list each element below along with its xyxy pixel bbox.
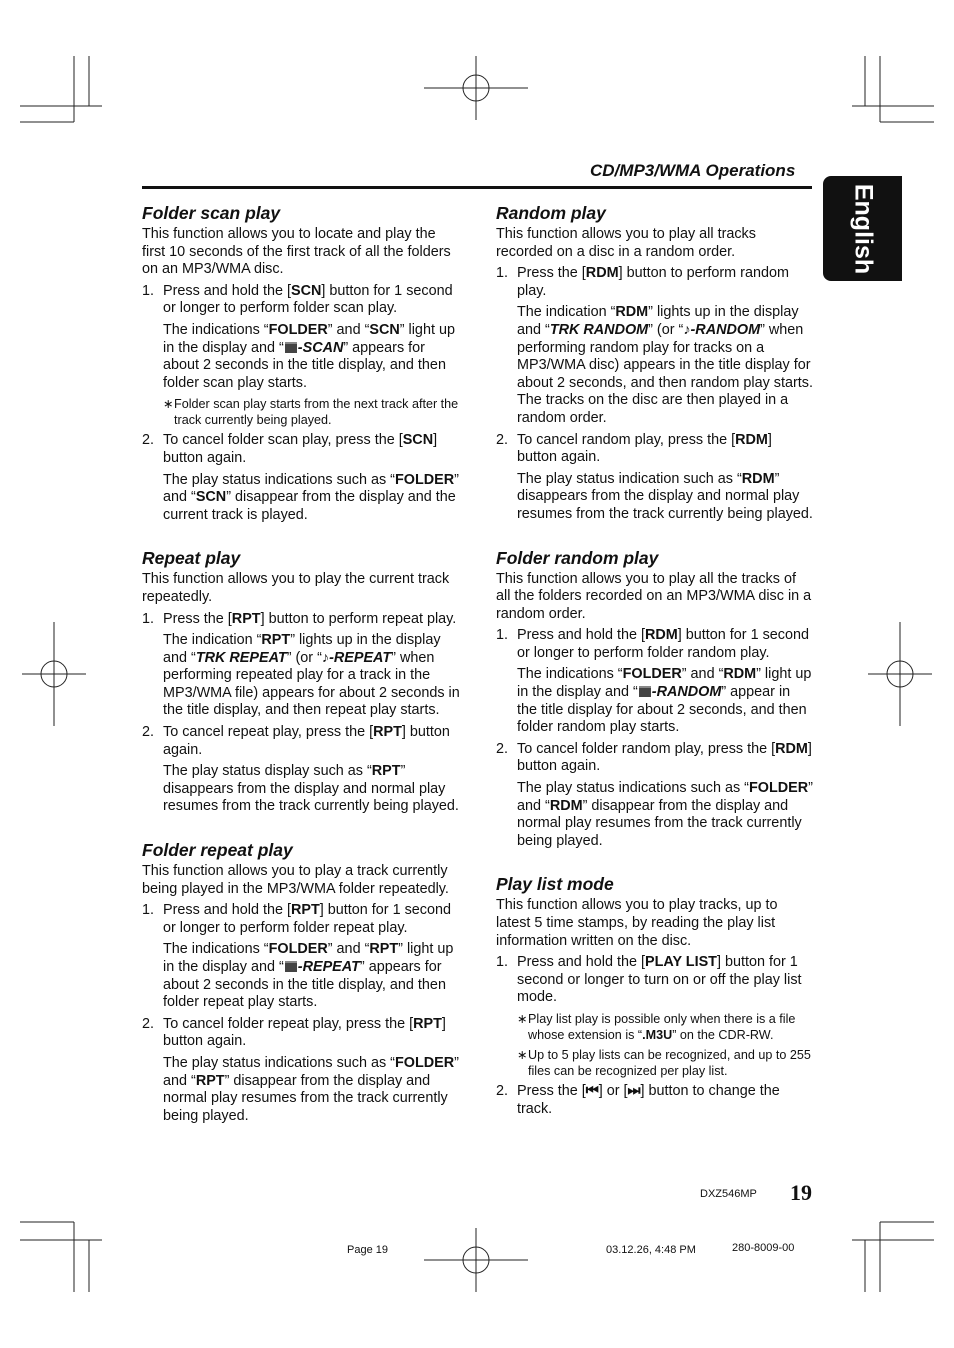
playlist-title: Play list mode bbox=[496, 874, 614, 895]
random-intro: This function allows you to play all tracks recorded on a disc in a random order. bbox=[496, 226, 756, 260]
previous-track-icon: ⏮ bbox=[585, 1082, 599, 1099]
right-column bbox=[496, 203, 814, 1142]
folder-repeat-intro: This function allows you to play a track currently being played in the MP3/WMA folder repeatedly. bbox=[142, 863, 449, 897]
page-number: 19 bbox=[790, 1180, 812, 1205]
note-icon-label: ♪-REPEAT bbox=[321, 649, 392, 666]
random-step-2: 2. To cancel random play, press the [RDM] button again. The play status indication such as “RDM” disappears from the display and normal play resumes from the track currently being played. bbox=[496, 431, 813, 522]
random-step-1: 1. Press the [RDM] button to perform random play. The indication “RDM” lights up in the display and “TRK RANDOM” (or “♪-RANDOM” when performing random play for tracks on a MP3/WMA disc) appears in the title display for about 2 seconds, and then random play starts. The tracks on the disc are then played in a random order. bbox=[496, 265, 813, 426]
folder-repeat-step-1: 1. Press and hold the [RPT] button for 1 second or longer to perform folder repeat play. The indications “FOLDER” and “RPT” light up in the display and “ -REPEAT” appears for about 2 seconds in the title display, and then folder repeat play starts. bbox=[142, 902, 454, 1011]
step-number: 1. bbox=[142, 282, 155, 299]
repeat-step-2: 2. To cancel repeat play, press the [RPT] button again. The play status display such as “RPT” disappears from the display and normal play resumes from the track currently being played. bbox=[142, 724, 459, 815]
folder-random-section bbox=[496, 548, 814, 851]
repeat-section bbox=[142, 548, 460, 816]
repeat-title: Repeat play bbox=[142, 548, 241, 569]
folder-random-step-1: 1. Press and hold the [RDM] button for 1 second or longer to perform folder random play. The indications “FOLDER” and “RDM” light up in the display and “ -RANDOM” appear in the title display for about 2 seconds, and then folder random play starts. bbox=[496, 627, 812, 736]
next-track-icon: ⏭ bbox=[627, 1082, 641, 1099]
folder-icon bbox=[285, 342, 297, 353]
playlist-note-1: ∗ Play list play is possible only when there is a file whose extension is “.M3U” on the CDR-RW. bbox=[517, 1011, 796, 1042]
folder-icon bbox=[285, 961, 297, 972]
folder-scan-note: ∗ Folder scan play starts from the next track after the track currently being played. bbox=[163, 397, 459, 428]
language-tab bbox=[823, 176, 902, 281]
folder-scan-title: Folder scan play bbox=[142, 203, 281, 223]
random-title: Random play bbox=[496, 203, 606, 223]
folder-random-title: Folder random play bbox=[496, 547, 659, 568]
section-title: CD/MP3/WMA Operations bbox=[590, 161, 796, 180]
folder-repeat-title: Folder repeat play bbox=[142, 840, 293, 861]
folder-repeat-step-2: 2. To cancel folder repeat play, press the [RPT] button again. The play status indications such as “FOLDER” and “RPT” disappear from the display and normal play resumes from the track currently being played. bbox=[142, 1015, 459, 1124]
folder-icon bbox=[639, 686, 651, 697]
playlist-step-1: 1. Press and hold the [PLAY LIST] button for 1 second or longer to turn on or off the play list mode. ∗ Play list play is possible only when there is a file whose extension is “.M3U” on the CDR-RW. ∗ Up to 5 play lists can be recognized, and up to 255 files can be recognized per play list. bbox=[496, 954, 814, 1079]
folder-random-intro: This function allows you to play all the tracks of all the folders recorded on an MP3/WMA disc in a random order. bbox=[496, 570, 812, 622]
folder-scan-section bbox=[142, 203, 460, 524]
playlist-step-2: 2. Press the [⏮] or [⏭] button to change the track. bbox=[496, 1082, 780, 1117]
random-section bbox=[496, 203, 814, 524]
header-rule bbox=[142, 186, 812, 189]
folder-repeat-section bbox=[142, 840, 460, 1125]
playlist-intro: This function allows you to play tracks, up to latest 5 time stamps, by reading the play list information written on the disc. bbox=[496, 897, 778, 949]
model-number: DXZ546MP bbox=[700, 1188, 757, 1200]
folder-scan-intro: This function allows you to locate and play the first 10 seconds of the first track of all the folders on an MP3/WMA disc. bbox=[142, 226, 451, 278]
folder-random-step-2: 2. To cancel folder random play, press the [RDM] button again. The play status indications such as “FOLDER” and “RDM” disappear from the display and normal play resumes from the track currently being played. bbox=[496, 740, 813, 849]
footer-timestamp: 03.12.26, 4:48 PM bbox=[606, 1244, 696, 1256]
folder-scan-step-2: 2. To cancel folder scan play, press the [SCN] button again. The play status indications such as “FOLDER” and “SCN” disappear from the display and the current track is played. bbox=[142, 432, 459, 523]
folder-scan-step-1: 1. Press and hold the [SCN] button for 1 second or longer to perform folder scan play. The indications “FOLDER” and “SCN” light up in the display and “ -SCAN” appears for about 2 seconds in the title display, and then folder scan play starts. ∗ Folder scan play starts from the next track after the track currently being played. bbox=[142, 282, 459, 428]
playlist-section bbox=[496, 874, 814, 1118]
repeat-step-1: 1. Press the [RPT] button to perform repeat play. The indication “RPT” lights up in the display and “TRK REPEAT” (or “♪-REPEAT” when performing repeated play for a track in the MP3/WMA file) appears for about 2 seconds in the title display, and then repeat play starts. bbox=[142, 610, 460, 719]
footer-part-number: 280-8009-00 bbox=[732, 1242, 795, 1254]
playlist-note-2: ∗ Up to 5 play lists can be recognized, and up to 255 files can be recognized per play list. bbox=[517, 1047, 811, 1078]
language-label: English bbox=[849, 183, 877, 274]
repeat-intro: This function allows you to play the current track repeatedly. bbox=[142, 571, 450, 605]
left-column bbox=[142, 203, 460, 1149]
footer-page-label: Page 19 bbox=[347, 1244, 388, 1256]
